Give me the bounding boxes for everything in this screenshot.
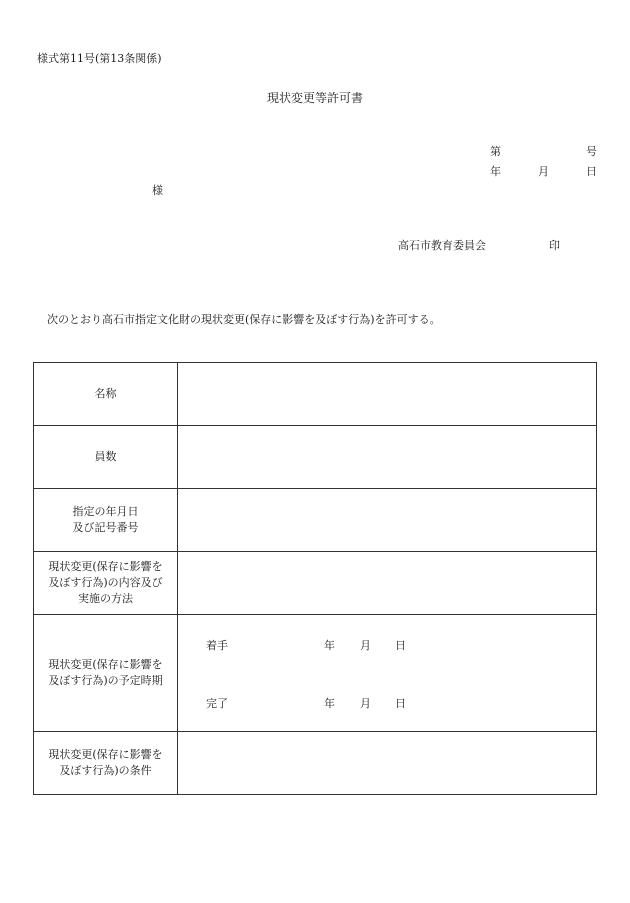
schedule-end-month: 月 — [360, 697, 371, 710]
name-label-cell — [34, 363, 178, 426]
table-row — [34, 489, 597, 552]
designation-value-cell — [178, 489, 597, 552]
seal-mark: 印 — [549, 239, 560, 252]
table-row — [34, 363, 597, 426]
date-month-label: 月 — [538, 165, 549, 178]
name-value-cell — [178, 363, 597, 426]
number-suffix: 号 — [586, 145, 597, 158]
schedule-label-cell — [34, 615, 178, 732]
number-prefix: 第 — [490, 145, 501, 158]
schedule-start-year: 年 — [324, 639, 335, 652]
table-row — [34, 732, 597, 795]
quantity-value-cell — [178, 426, 597, 489]
table-row — [34, 426, 597, 489]
designation-label-line1: 指定の年月日 — [72, 505, 139, 518]
date-day-label: 日 — [586, 165, 597, 178]
permit-details-table — [33, 362, 597, 795]
schedule-end-label: 完了 — [206, 697, 228, 710]
table-row — [34, 615, 597, 732]
content-method-value-cell — [178, 552, 597, 615]
schedule-end-day: 日 — [395, 697, 406, 710]
addressee-honorific: 様 — [152, 184, 163, 197]
content-method-label-line2: 及ぼす行為)の内容及び — [48, 576, 163, 589]
quantity-label-cell — [34, 426, 178, 489]
conditions-value-cell — [178, 732, 597, 795]
permission-statement: 次のとおり高石市指定文化財の現状変更(保存に影響を及ぼす行為)を許可する。 — [47, 313, 441, 326]
conditions-label-line2: 及ぼす行為)の条件 — [59, 764, 152, 777]
schedule-label-line2: 及ぼす行為)の予定時期 — [48, 674, 163, 687]
schedule-value-cell — [178, 615, 597, 732]
designation-label-line2: 及び記号番号 — [72, 521, 139, 534]
content-method-label-cell — [34, 552, 178, 615]
conditions-label-line1: 現状変更(保存に影響を — [48, 748, 163, 761]
conditions-label-cell — [34, 732, 178, 795]
table-row — [34, 552, 597, 615]
name-label: 名称 — [94, 387, 117, 400]
quantity-label: 員数 — [94, 450, 117, 463]
date-year-label: 年 — [490, 165, 501, 178]
issuer-name: 高石市教育委員会 — [398, 239, 486, 252]
content-method-label-line1: 現状変更(保存に影響を — [48, 560, 163, 573]
schedule-start-label: 着手 — [206, 639, 228, 652]
designation-label-cell — [34, 489, 178, 552]
schedule-start-month: 月 — [360, 639, 371, 652]
form-number-label: 様式第11号(第13条関係) — [37, 52, 162, 65]
document-title: 現状変更等許可書 — [266, 91, 363, 105]
content-method-label-line3: 実施の方法 — [78, 592, 133, 605]
schedule-end-year: 年 — [324, 697, 335, 710]
schedule-start-day: 日 — [395, 639, 406, 652]
schedule-label-line1: 現状変更(保存に影響を — [48, 658, 163, 671]
